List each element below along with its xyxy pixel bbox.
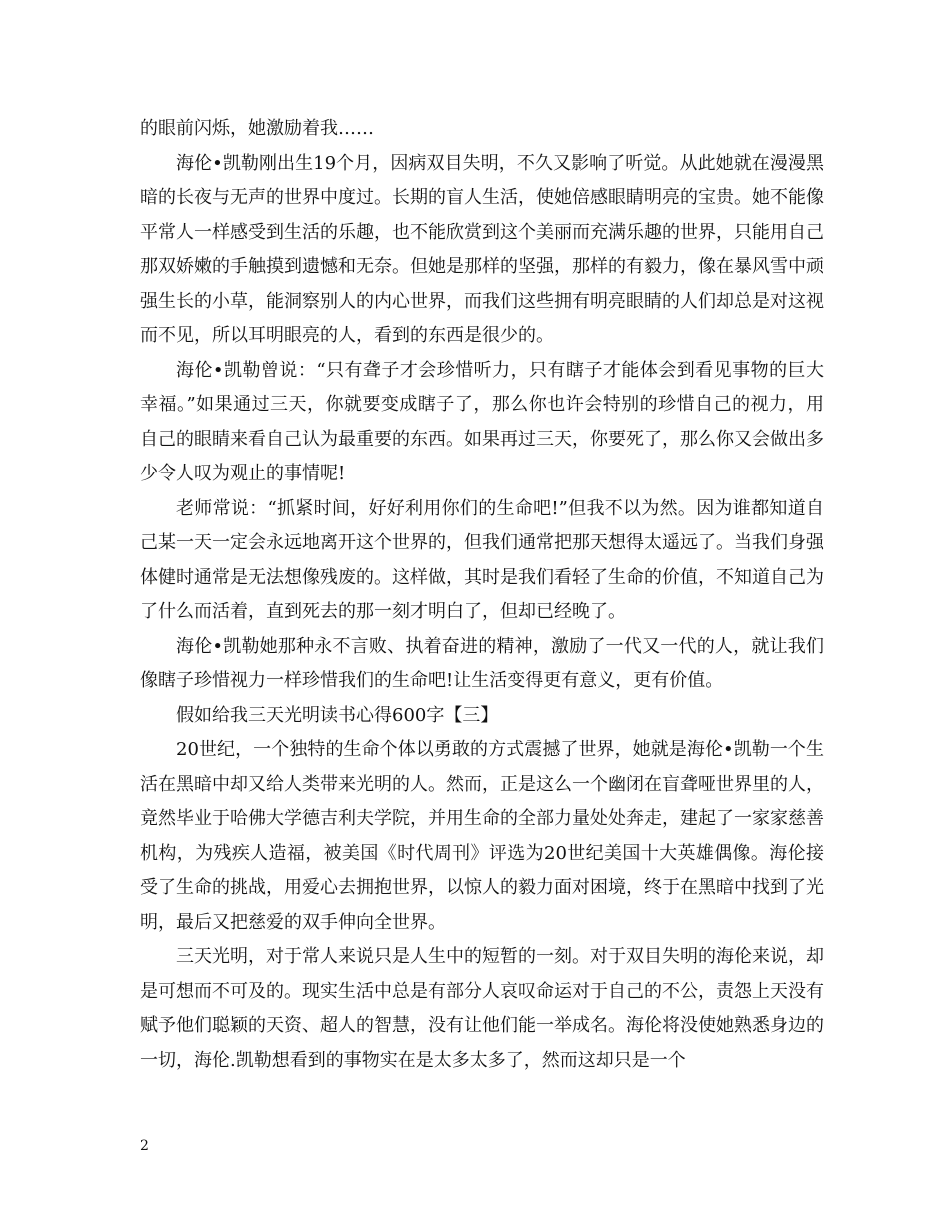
paragraph: 20世纪，一个独特的生命个体以勇敢的方式震撼了世界，她就是海伦•凯勒一个生活在黑暗中却又给人类带来光明的人。然而，正是这么一个幽闭在盲聋哑世界里的人，竟然毕业于哈佛大学德吉利夫学院，并用生命的全部力量处处奔走，建起了一家家慈善机构，为残疾人造福，被美国《时代周刊》评选为20世纪美国十大英雄偶像。海伦接受了生命的挑战，用爱心去拥抱世界，以惊人的毅力面对困境，终于在黑暗中找到了光明，最后又把慈爱的双手伸向全世界。: [140, 739, 824, 933]
paragraph: 海伦•凯勒刚出生19个月，因病双目失明，不久又影响了听觉。从此她就在漫漫黑暗的长夜与无声的世界中度过。长期的盲人生活，使她倍感眼睛明亮的宝贵。她不能像平常人一样感受到生活的乐趣，也不能欣赏到这个美丽而充满乐趣的世界，只能用自己那双娇嫩的手触摸到遗憾和无奈。但她是那样的坚强，那样的有毅力，像在暴风雪中顽强生长的小草，能洞察别人的内心世界，而我们这些拥有明亮眼睛的人们却总是对这视而不见，所以耳明眼亮的人，看到的东西是很少的。: [140, 152, 824, 346]
paragraph-continuation: 的眼前闪烁，她激励着我……: [140, 118, 374, 139]
paragraph: 海伦•凯勒她那种永不言败、执着奋进的精神，激励了一代又一代的人，就让我们像瞎子珍惜视力一样珍惜我们的生命吧!让生活变得更有意义，更有价值。: [140, 635, 824, 691]
page-number: 2: [140, 1138, 149, 1154]
section-heading: 假如给我三天光明读书心得600字【三】: [176, 704, 499, 726]
paragraph: 老师常说：“抓紧时间，好好利用你们的生命吧!”但我不以为然。因为谁都知道自己某一天一定会永远地离开这个世界的，但我们通常把那天想得太遥远了。当我们身强体健时通常是无法想像残废的。这样做，其时是我们看轻了生命的价值，不知道自己为了什么而活着，直到死去的那一刻才明白了，但却已经晚了。: [140, 497, 824, 622]
paragraph: 三天光明，对于常人来说只是人生中的短暂的一刻。对于双目失明的海伦来说，却是可想而不可及的。现实生活中总是有部分人哀叹命运对于自己的不公，责怨上天没有赋予他们聪颖的天资、超人的智慧，没有让他们能一举成名。海伦将没使她熟悉身边的一切，海伦.凯勒想看到的事物实在是太多太多了，然而这却只是一个: [140, 946, 824, 1071]
document-body: [140, 112, 824, 1078]
paragraph: 海伦•凯勒曾说：“只有聋子才会珍惜听力，只有瞎子才能体会到看见事物的巨大幸福。”如果通过三天，你就要变成瞎子了，那么你也许会特别的珍惜自己的视力，用自己的眼睛来看自己认为最重要的东西。如果再过三天，你要死了，那么你又会做出多少令人叹为观止的事情呢!: [140, 359, 824, 484]
